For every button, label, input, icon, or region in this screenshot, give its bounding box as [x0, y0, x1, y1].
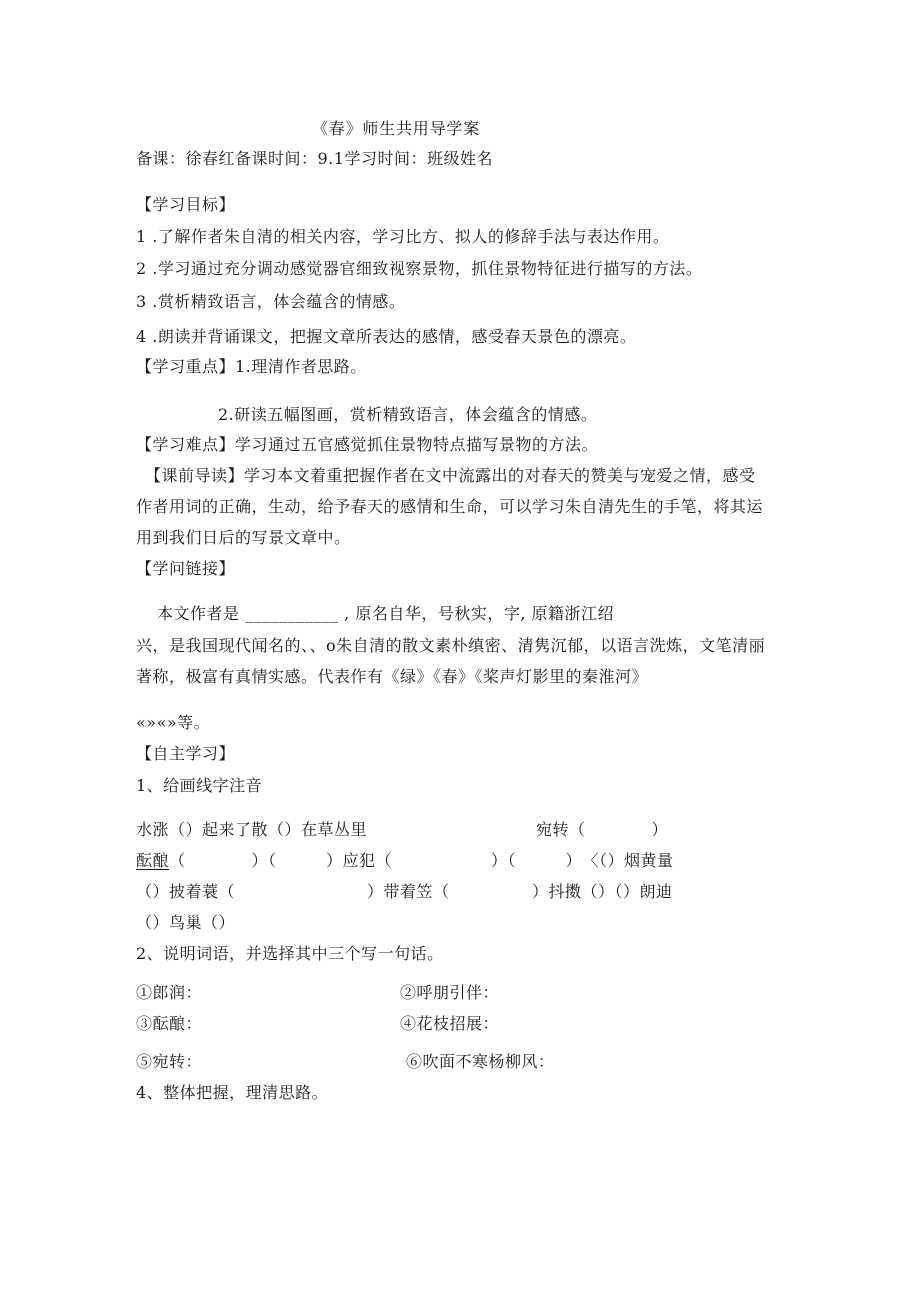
phonetic-row: 宛转（ ）: [536, 820, 669, 839]
phonetic-row-rest: （ ）（ ）应犯（ ）（ ） 〈（）烟黄量: [169, 851, 674, 870]
vocab-item: ①郎润：: [136, 983, 203, 1002]
key-points-line1: 【学习重点】1.理清作者思路。: [136, 357, 367, 376]
page-title: 《春》师生共用导学案: [312, 119, 481, 138]
phonetic-row: （）鸟巢（）: [136, 913, 236, 932]
header-info: 备课：徐春红备课时间：9.1学习时间：班级姓名: [136, 149, 493, 168]
phonetic-row: （）披着蓑（ ）带着笠（ ）抖擞（）（）朗迪: [136, 882, 673, 901]
phonetic-row: 水涨（）起来了散（）在草丛里: [136, 820, 368, 839]
vocab-item: ③酝酿：: [136, 1014, 203, 1033]
vocab-item: ④花枝招展：: [400, 1014, 500, 1033]
knowledge-line: 本文作者是 ___________ , 原名自华，号秋实，字, 原籍浙江绍: [157, 604, 615, 623]
knowledge-heading: 【学问链接】: [136, 559, 236, 578]
underlined-word: 酝酿: [136, 851, 170, 870]
phonetic-row: [136, 850, 674, 872]
knowledge-line: «»«»等。: [136, 713, 211, 732]
objective-item: 2 .学习通过充分调动感觉器官细致视察景物，抓住景物特征进行描写的方法。: [136, 259, 703, 278]
question-title: 4、整体把握，理清思路。: [136, 1083, 329, 1102]
knowledge-line: 著称，极富有真情实感。代表作有《绿》《春》《桨声灯影里的秦淮河》: [136, 667, 649, 686]
objective-item: 1 .了解作者朱自清的相关内容，学习比方、拟人的修辞手法与表达作用。: [136, 227, 670, 246]
difficulty-line: 【学习难点】学习通过五官感觉抓住景物特点描写景物的方法。: [136, 435, 599, 454]
preview-line: 【课前导读】学习本文着重把握作者在文中流露出的对春天的赞美与宠爱之情，感受: [145, 466, 756, 485]
objective-item: 3 .赏析精致语言，体会蕴含的情感。: [136, 292, 406, 311]
objectives-heading: 【学习目标】: [136, 195, 236, 214]
self-study-heading: 【自主学习】: [136, 744, 236, 763]
question-title: 2、说明词语，并选择其中三个写一句话。: [136, 944, 444, 963]
vocab-item: ⑥吹面不寒杨柳风：: [406, 1052, 555, 1071]
question-title: 1、给画线字注音: [136, 776, 263, 795]
objective-item: 4 .朗读并背诵课文，把握文章所表达的感情，感受春天景色的漂亮。: [136, 327, 637, 346]
vocab-item: ⑤宛转：: [136, 1052, 203, 1071]
preview-line: 用到我们日后的写景文章中。: [136, 528, 351, 547]
key-points-line2: 2.研读五幅图画，赏析精致语言，体会蕴含的情感。: [218, 405, 598, 424]
vocab-item: ②呼朋引伴：: [400, 983, 500, 1002]
preview-line: 作者用词的正确，生动，给予春天的感情和生命，可以学习朱自清先生的手笔，将其运: [136, 497, 764, 516]
knowledge-line: 兴，是我国现代闻名的、、o朱自清的散文素朴缜密、清隽沉郁，以语言洗炼，文笔清丽: [136, 636, 766, 655]
